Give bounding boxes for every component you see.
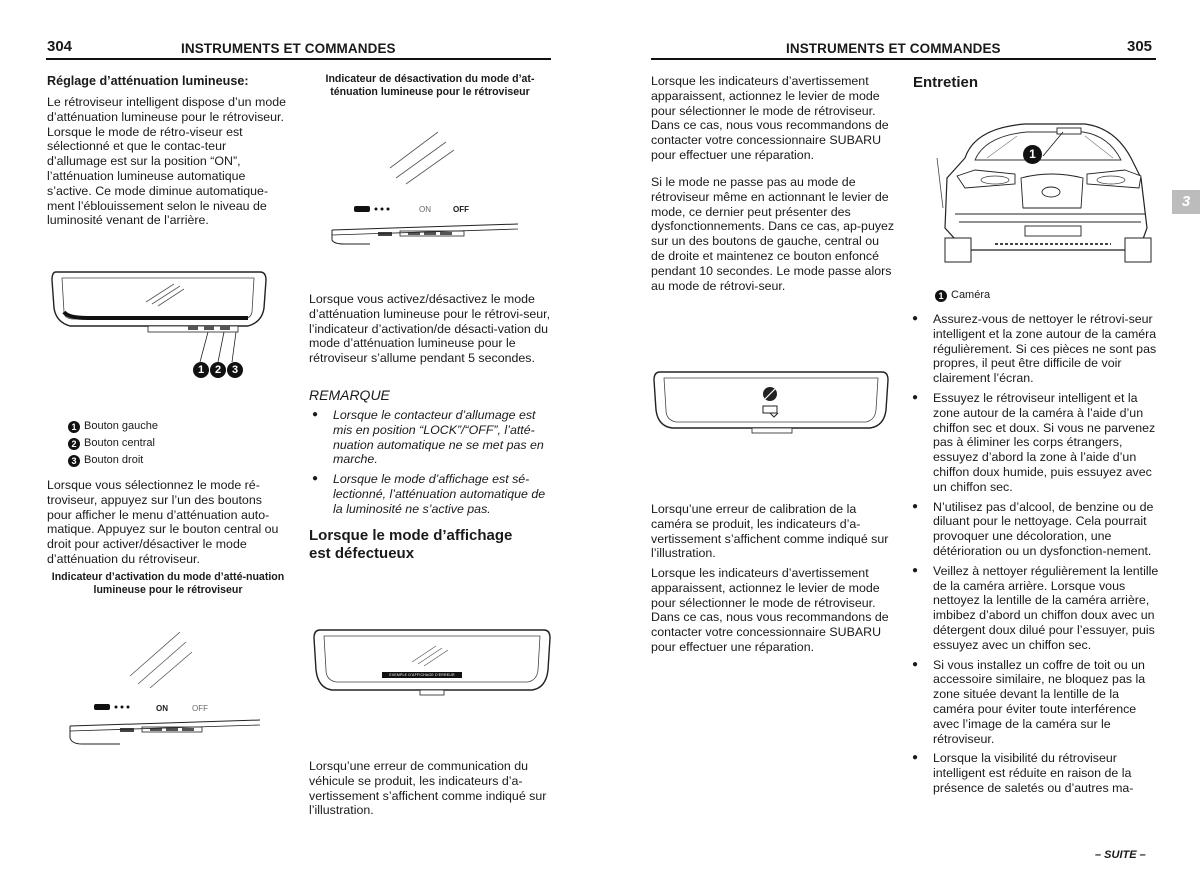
callout-1: 1 [193,362,209,378]
legend-number: 1 [935,290,947,302]
camera-legend [935,287,990,304]
deactivation-off-label: OFF [453,205,469,214]
remarque-item: ● Lorsque le contacteur d’allumage est mis en position “LOCK”/“OFF”, l’atté-nuation automatique ne se met pas en marche. [309,408,553,467]
select-mode-text: Lorsque vous sélectionnez le mode ré-troviseur, appuyez sur l’un des boutons pour afficher le menu d’atténuation auto-matique. Appuyez sur le bouton central ou droit pour activer/désactiver le mode d’atténuation du rétroviseur. [47,478,279,566]
dimming-subheading: Réglage d’atténuation lumineuse: [47,74,249,88]
remarque-list [309,408,553,522]
heading-line: est défectueux [309,545,415,562]
mirror-error-figure [312,626,552,698]
left-header-rule [46,58,551,60]
continued-label: – SUITE – [1095,849,1146,861]
mode-lever-text: Si le mode ne passe pas au mode de rétroviseur même en actionnant le levier de mode, ce dernier peut présenter des dysfonctionnements. Dans ce cas, ap-puyez sur un des boutons de gauche, central ou de droite et maintenez ce bouton enfoncé pendant 10 secondes. Le mode passe alors au mode de rétrovi-seur. [651,175,895,293]
maintenance-item: ● N’utilisez pas d’alcool, de benzine ou de diluant pour le nettoyage. Cela pourrait provoquer une décoloration, une détérioration ou un dysfonction-nement. [909,500,1159,559]
car-callout [1023,145,1043,164]
legend-item [68,435,158,452]
chapter-tab: 3 [1172,190,1200,214]
mirror-error-screen-text: EXEMPLE D’AFFICHAGE D’ERREUR [389,673,455,677]
activation-caption: Indicateur d’activation du mode d’atté-nuation lumineuse pour le rétroviseur [51,571,285,596]
remarque-item: ● Lorsque le mode d’affichage est sé-lectionné, l’atténuation automatique de la luminosité ne s’active pas. [309,472,553,516]
callout-2: 2 [210,362,226,378]
maintenance-item: ● Lorsque la visibilité du rétroviseur intelligent est réduite en raison de la présence de saletés ou d’autres ma- [909,751,1159,795]
callout-3: 3 [227,362,243,378]
legend-number: 2 [68,438,80,450]
communication-error-text: Lorsqu’une erreur de communication du véhicule se produit, les indicateurs d’a-vertissement s’affichent comme indiqué sur l’illustration. [309,759,547,818]
deactivation-indicator-figure [320,130,520,248]
maintenance-item: ● Si vous installez un coffre de toit ou un accessoire similaire, ne bloquez pas la zone située devant la lentille de la caméra pour éviter toute interférence avec l’image de la caméra sur le rétroviseur. [909,658,1159,747]
maintenance-item: ● Essuyez le rétroviseur intelligent et la zone autour de la caméra à l’aide d’un chiffon sec et doux. Si vous ne parvenez pas à éliminer les corps étrangers, essuyez d’abord la zone à l’aide d’un chiffon doux humide, puis essuyez avec un chiffon sec. [909,391,1159,495]
legend-number: 1 [68,421,80,433]
legend-number: 3 [68,455,80,467]
maintenance-list [909,312,1159,801]
warning-indicators-text-2: Lorsque les indicateurs d’avertissement apparaissent, actionnez le levier de mode pour sélectionner le mode de rétroviseur. Dans ce cas, nous vous recommandons de contacter votre concessionnaire SUBARU pour effectuer une réparation. [651,566,889,654]
deactivation-caption: Indicateur de désactivation du mode d’at-ténuation lumineuse pour le rétroviseur [325,73,535,98]
legend-item [68,452,158,469]
activation-indicator-figure [60,628,270,748]
left-page-number: 304 [47,38,73,55]
remarque-title: REMARQUE [309,387,390,403]
calibration-error-text: Lorsqu’une erreur de calibration de la caméra se produit, les indicateurs d’a-vertissement s’affichent comme indiqué sur l’illustration. [651,502,889,561]
mirror-callouts [193,360,244,378]
car-rear-figure [935,118,1155,268]
camera-callout-number: 1 [1023,145,1042,164]
activate-deactivate-text: Lorsque vous activez/désactivez le mode d’atténuation lumineuse pour le rétrovi-seur, l’indicateur d’activation/de désacti-vation du mode d’atténuation lumineuse pour le rétroviseur s’allume pendant 5 secondes. [309,292,551,366]
legend-item [68,418,158,435]
right-header-rule [651,58,1156,60]
maintenance-item: ● Veillez à nettoyer régulièrement la lentille de la caméra arrière. Lorsque vous nettoyez la lentille de la caméra arrière, imbibez d’abord un chiffon doux avec un détergent doux dilué pour l’essuyer, puis essuyez avec un chiffon sec. [909,564,1159,653]
legend-label: Bouton droit [84,454,144,466]
maintenance-item: ● Assurez-vous de nettoyer le rétrovi-seur intelligent et la zone autour de la caméra régulièrement. Si ces pièces ne sont pas propres, il peut être difficile de voir clairement l’écran. [909,312,1159,386]
right-page-header: INSTRUMENTS ET COMMANDES [786,41,1001,56]
warning-indicators-text: Lorsque les indicateurs d’avertissement apparaissent, actionnez le levier de mode pour sélectionner le mode de rétroviseur. Dans ce cas, nous vous recommandons de contacter votre concessionnaire SUBARU pour effectuer une réparation. [651,74,889,162]
dimming-intro-text: Le rétroviseur intelligent dispose d’un mode d’atténuation lumineuse pour le rétroviseur. Lorsque le mode de rétro-viseur est sélectionné et que le contac-teur d’allumage est sur la position “ON”, l’atténuation lumineuse automatique s’active. Ce mode diminue automatique-ment l’éblouissement selon le niveau de luminosité venant de l’arrière. [47,95,287,228]
right-page-number: 305 [1127,38,1153,55]
heading-line: Lorsque le mode d’affichage [309,527,513,544]
left-page-header: INSTRUMENTS ET COMMANDES [181,41,396,56]
activation-on-label: ON [156,704,168,713]
deactivation-on-label: ON [419,205,431,214]
buttons-legend [68,418,158,469]
legend-label: Caméra [951,289,991,301]
calibration-error-figure [652,368,890,440]
legend-label: Bouton gauche [84,420,159,432]
maintenance-heading: Entretien [913,74,979,91]
display-defect-heading [309,527,553,563]
activation-off-label: OFF [192,704,208,713]
legend-label: Bouton central [84,437,155,449]
